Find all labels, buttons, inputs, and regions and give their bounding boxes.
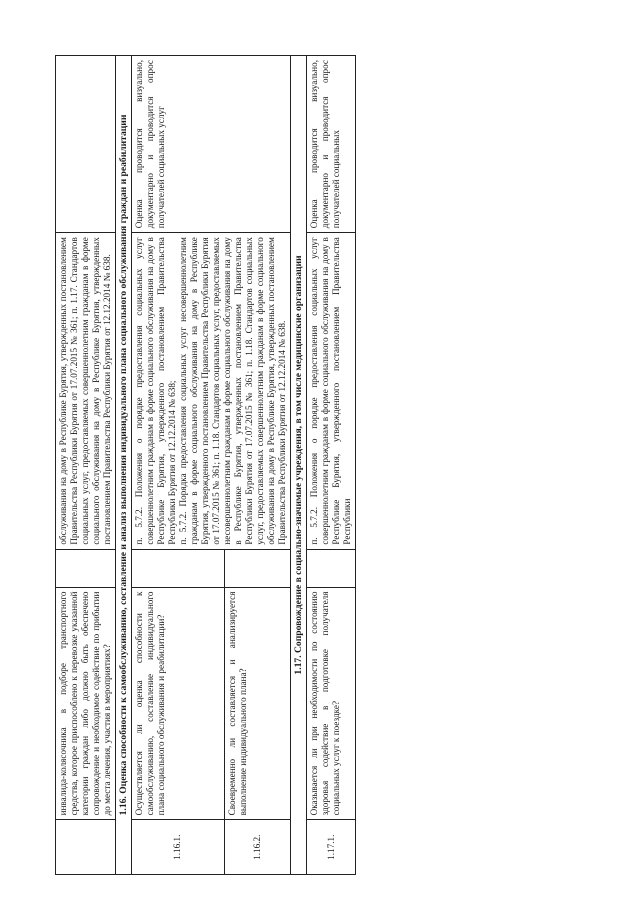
section-heading-1-16: 1.16. Оценка способности к самообслуживанию, составление и анализ выполнения индивидуального плана социального обслуживания граждан и реабилитации [116,56,132,875]
section-heading-1-17: 1.17. Сопровождение в социально-значимые учреждения, в том числе медицинские организации [291,56,307,875]
table-row [307,56,356,875]
empty-cell [56,549,116,587]
note-cell: Оценка проводится визуально, документарно и проводится опрос получателей социальных услуг [132,56,291,233]
row-number: 1.16.2. [224,820,290,875]
table-row [56,56,116,875]
reference-text: п. 5.7.2. Положения о порядке предоставления социальных услуг совершеннолетним гражданам в форме социального обслуживания на дому в Республике Бурятия, утвержденного постановлением Правительства Республики Бурятия от 12.12.2014 № 638; [134,237,177,545]
note-cell [56,56,116,233]
row-number [56,820,116,875]
table-row [132,56,225,875]
section-row [116,56,132,875]
row-number: 1.17.1. [307,820,356,875]
question-cell: Осуществляется ли оценка способности к самообслуживанию, составление индивидуального плана социального обслуживания и реабилитации? [132,587,225,820]
reference-cell: п. 5.7.2. Положения о порядке предоставления социальных услуг совершеннолетним гражданам в форме социального обслуживания на дому в Республике Бурятия, утвержденного постановлением Правительства Республики [307,233,356,549]
note-cell: Оценка проводится визуально, документарно и проводится опрос получателей социальных [307,56,356,233]
checklist-table [55,55,356,875]
reference-cell [132,233,291,549]
empty-cell [307,549,356,587]
question-cell: Своевременно ли составляется и анализируется выполнение индивидуального плана? [224,587,290,820]
question-cell: инвалида-колясочника в подборе транспортного средства, которое приспособлено к перевозке указанной категории граждан либо должно быть обеспечено сопровождение и необходимое содействие по прибытии до места лечения, участия в мероприятиях? [56,587,116,820]
empty-cell [224,549,290,587]
row-number: 1.16.1. [132,820,225,875]
section-row [291,56,307,875]
reference-text: п. 5.7.2. Порядка предоставления социальных услуг несовершеннолетним гражданам в форме социального обслуживания на дому в Республике Бурятия, утвержденного постановлением Правительства Республики Бурятия от 17.07.2015 № 361; п. 1.18. Стандартов социальных услуг, предоставляемых несовершеннолетним гражданам в форме социального обслуживания на дому в Республике Бурятия, утвержденных постановлением Правительства Республики Бурятия от 17.07.2015 № 361; п. 1.18. Стандартов социальных услуг, предоставляемых совершеннолетним гражданам в форме социального обслуживания на дому в Республике Бурятия, утвержденных постановлением Правительства Республики Бурятия от 12.12.2014 № 638. [178,237,287,545]
rotated-page [55,45,575,875]
empty-cell [132,549,225,587]
question-cell: Оказывается ли при необходимости по состоянию здоровья содействие в подготовке получателя социальных услуг к поездке? [307,587,356,820]
reference-cell: обслуживания на дому в Республике Бурятия, утвержденных постановлением Правительства Республики Бурятия от 17.07.2015 № 361; п. 1.17. Стандартов социальных услуг, предоставляемых совершеннолетним гражданам в форме социального обслуживания на дому в Республике Бурятия, утвержденных постановлением Правительства Республики Бурятия от 12.12.2014 № 638. [56,233,116,549]
